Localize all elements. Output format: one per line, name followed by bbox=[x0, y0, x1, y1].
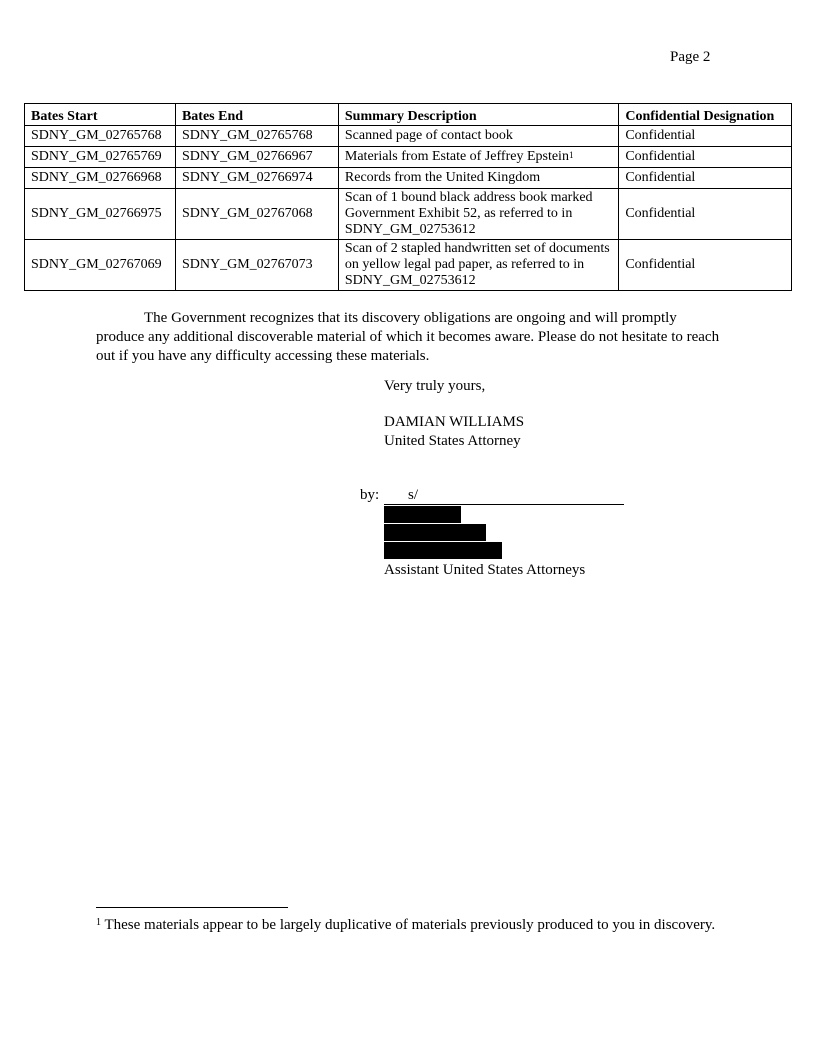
bates-start-cell: SDNY_GM_02765768 bbox=[25, 126, 176, 147]
signatory-title: United States Attorney bbox=[384, 433, 521, 449]
bates-start-cell: SDNY_GM_02767069 bbox=[25, 240, 176, 291]
table-header-row bbox=[25, 104, 792, 126]
footnote-divider bbox=[96, 907, 288, 908]
summary-description-cell: Scanned page of contact book bbox=[338, 126, 618, 147]
confidential-designation-cell: Confidential bbox=[619, 147, 792, 168]
column-header-confidential-designation: Confidential Designation bbox=[619, 104, 792, 126]
redaction-block bbox=[384, 506, 461, 523]
bates-start-cell: SDNY_GM_02765769 bbox=[25, 147, 176, 168]
bates-start-cell: SDNY_GM_02766968 bbox=[25, 168, 176, 189]
bates-table bbox=[24, 103, 792, 291]
bates-end-cell: SDNY_GM_02766974 bbox=[175, 168, 338, 189]
summary-description-text: Materials from Estate of Jeffrey Epstein bbox=[344, 149, 569, 164]
summary-description-cell bbox=[338, 147, 618, 168]
bates-start-cell: SDNY_GM_02766975 bbox=[25, 189, 176, 240]
signature-mark: s/ bbox=[408, 487, 419, 503]
confidential-designation-cell: Confidential bbox=[619, 168, 792, 189]
redaction-block bbox=[384, 542, 502, 559]
column-header-bates-end: Bates End bbox=[175, 104, 338, 126]
attorneys-title: Assistant United States Attorneys bbox=[384, 562, 586, 578]
confidential-designation-cell: Confidential bbox=[619, 189, 792, 240]
redaction-block bbox=[384, 524, 486, 541]
bates-end-cell: SDNY_GM_02766967 bbox=[175, 147, 338, 168]
signatory-name: DAMIAN WILLIAMS bbox=[384, 414, 525, 430]
body-paragraph-text: The Government recognizes that its discovery obligations are ongoing and will promptly produce any additional discoverable material of which it becomes aware. Please do not hesitate to reach out if you have any difficulty accessing these materials. bbox=[96, 310, 720, 364]
footnote-reference: 1 bbox=[568, 150, 574, 160]
table-row bbox=[25, 240, 792, 291]
bates-end-cell: SDNY_GM_02767068 bbox=[175, 189, 338, 240]
bates-end-cell: SDNY_GM_02767073 bbox=[175, 240, 338, 291]
column-header-summary-description: Summary Description bbox=[338, 104, 618, 126]
summary-description-cell: Scan of 1 bound black address book marked Government Exhibit 52, as referred to in SDNY_GM_02753612 bbox=[338, 189, 618, 240]
column-header-bates-start: Bates Start bbox=[25, 104, 176, 126]
footnote-marker: 1 bbox=[96, 917, 101, 928]
summary-description-cell: Records from the United Kingdom bbox=[338, 168, 618, 189]
bates-end-cell: SDNY_GM_02765768 bbox=[175, 126, 338, 147]
signature-line bbox=[384, 487, 624, 505]
by-label: by: bbox=[360, 487, 380, 503]
confidential-designation-cell: Confidential bbox=[619, 240, 792, 291]
footnote bbox=[96, 916, 720, 935]
table-row bbox=[25, 126, 792, 147]
body-paragraph bbox=[96, 309, 720, 366]
closing-salutation: Very truly yours, bbox=[384, 378, 486, 394]
confidential-designation-cell: Confidential bbox=[619, 126, 792, 147]
footnote-text: These materials appear to be largely duplicative of materials previously produced to you in discovery. bbox=[104, 917, 716, 933]
table-row bbox=[25, 189, 792, 240]
summary-description-cell: Scan of 2 stapled handwritten set of documents on yellow legal pad paper, as referred to in SDNY_GM_02753612 bbox=[338, 240, 618, 291]
page-number: Page 2 bbox=[670, 49, 711, 65]
table-row bbox=[25, 168, 792, 189]
table-row bbox=[25, 147, 792, 168]
